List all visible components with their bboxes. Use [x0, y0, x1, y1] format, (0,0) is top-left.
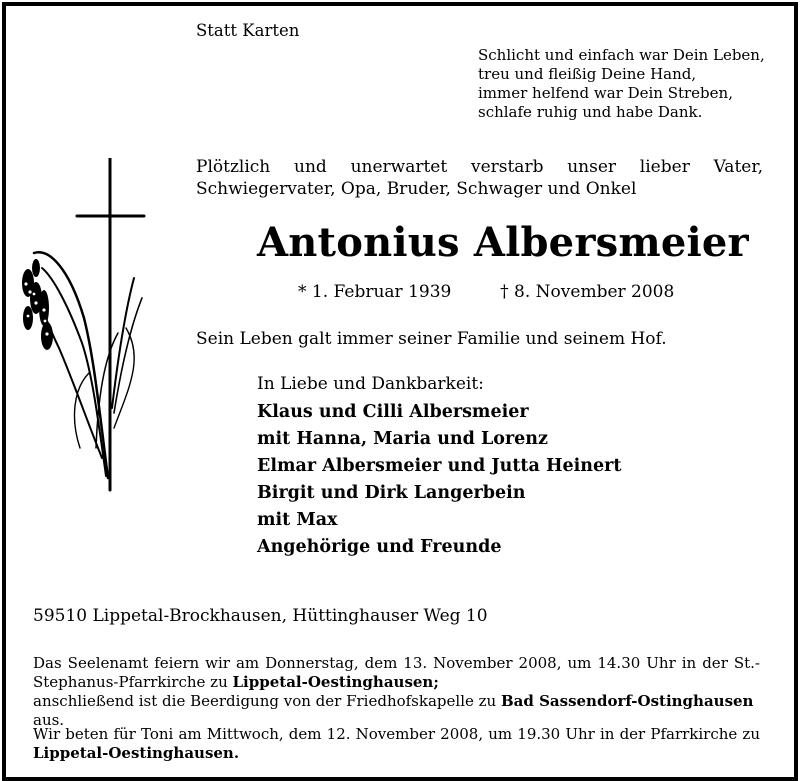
life-dates — [298, 282, 674, 302]
requiem-paragraph — [33, 654, 760, 730]
requiem-place: Lippetal-Oestinghausen; — [232, 673, 439, 691]
mourner-line: Birgit und Dirk Langerbein — [257, 483, 526, 503]
poem-line: schlafe ruhig und habe Dank. — [478, 103, 703, 121]
poem-line: treu und fleißig Deine Hand, — [478, 65, 697, 83]
poem — [478, 46, 765, 122]
mourner-line: Klaus und Cilli Albersmeier — [257, 402, 529, 422]
mourners-list — [257, 399, 621, 561]
mourner-line: mit Hanna, Maria und Lorenz — [257, 429, 548, 449]
burial-text: anschließend ist die Beerdigung von der Friedhofskapelle zu — [33, 692, 501, 710]
requiem-line-1: Das Seelenamt feiern wir am Donnerstag, dem 13. November 2008, um 14.30 Uhr in der St.- — [33, 654, 760, 672]
poem-line: immer helfend war Dein Streben, — [478, 84, 733, 102]
prayer-place: Lippetal-Oestinghausen. — [33, 744, 240, 762]
burial-suffix: aus. — [33, 711, 65, 729]
address: 59510 Lippetal-Brockhausen, Hüttinghauser Weg 10 — [33, 606, 488, 626]
requiem-line-2-text: Stephanus-Pfarrkirche zu — [33, 673, 233, 691]
birth-date: * 1. Februar 1939 — [298, 282, 452, 302]
poem-line: Schlicht und einfach war Dein Leben, — [478, 46, 765, 64]
statt-karten-label: Statt Karten — [196, 21, 300, 40]
intro-text — [196, 156, 763, 200]
death-date: † 8. November 2008 — [500, 282, 675, 302]
intro-line-1: Plötzlich und unerwartet verstarb unser lieber Vater, — [196, 157, 763, 177]
mourner-line: mit Max — [257, 510, 338, 530]
prayer-line-1: Wir beten für Toni am Mittwoch, dem 12. November 2008, um 19.30 Uhr in der Pfarrkirche zu — [33, 725, 760, 743]
mourner-line: Angehörige und Freunde — [257, 537, 502, 557]
tribute-line: Sein Leben galt immer seiner Familie und seinem Hof. — [196, 329, 667, 349]
prayer-paragraph — [33, 725, 760, 763]
mourners-heading: In Liebe und Dankbarkeit: — [257, 374, 484, 394]
mourner-line: Elmar Albersmeier und Jutta Heinert — [257, 456, 622, 476]
requiem-line-2 — [33, 673, 760, 692]
intro-line-2: Schwiegervater, Opa, Bruder, Schwager und Onkel — [196, 179, 637, 199]
cross-with-wheat-icon — [14, 158, 154, 498]
burial-place: Bad Sassendorf-Ostinghausen — [500, 692, 754, 710]
deceased-name: Antonius Albersmeier — [257, 219, 749, 266]
